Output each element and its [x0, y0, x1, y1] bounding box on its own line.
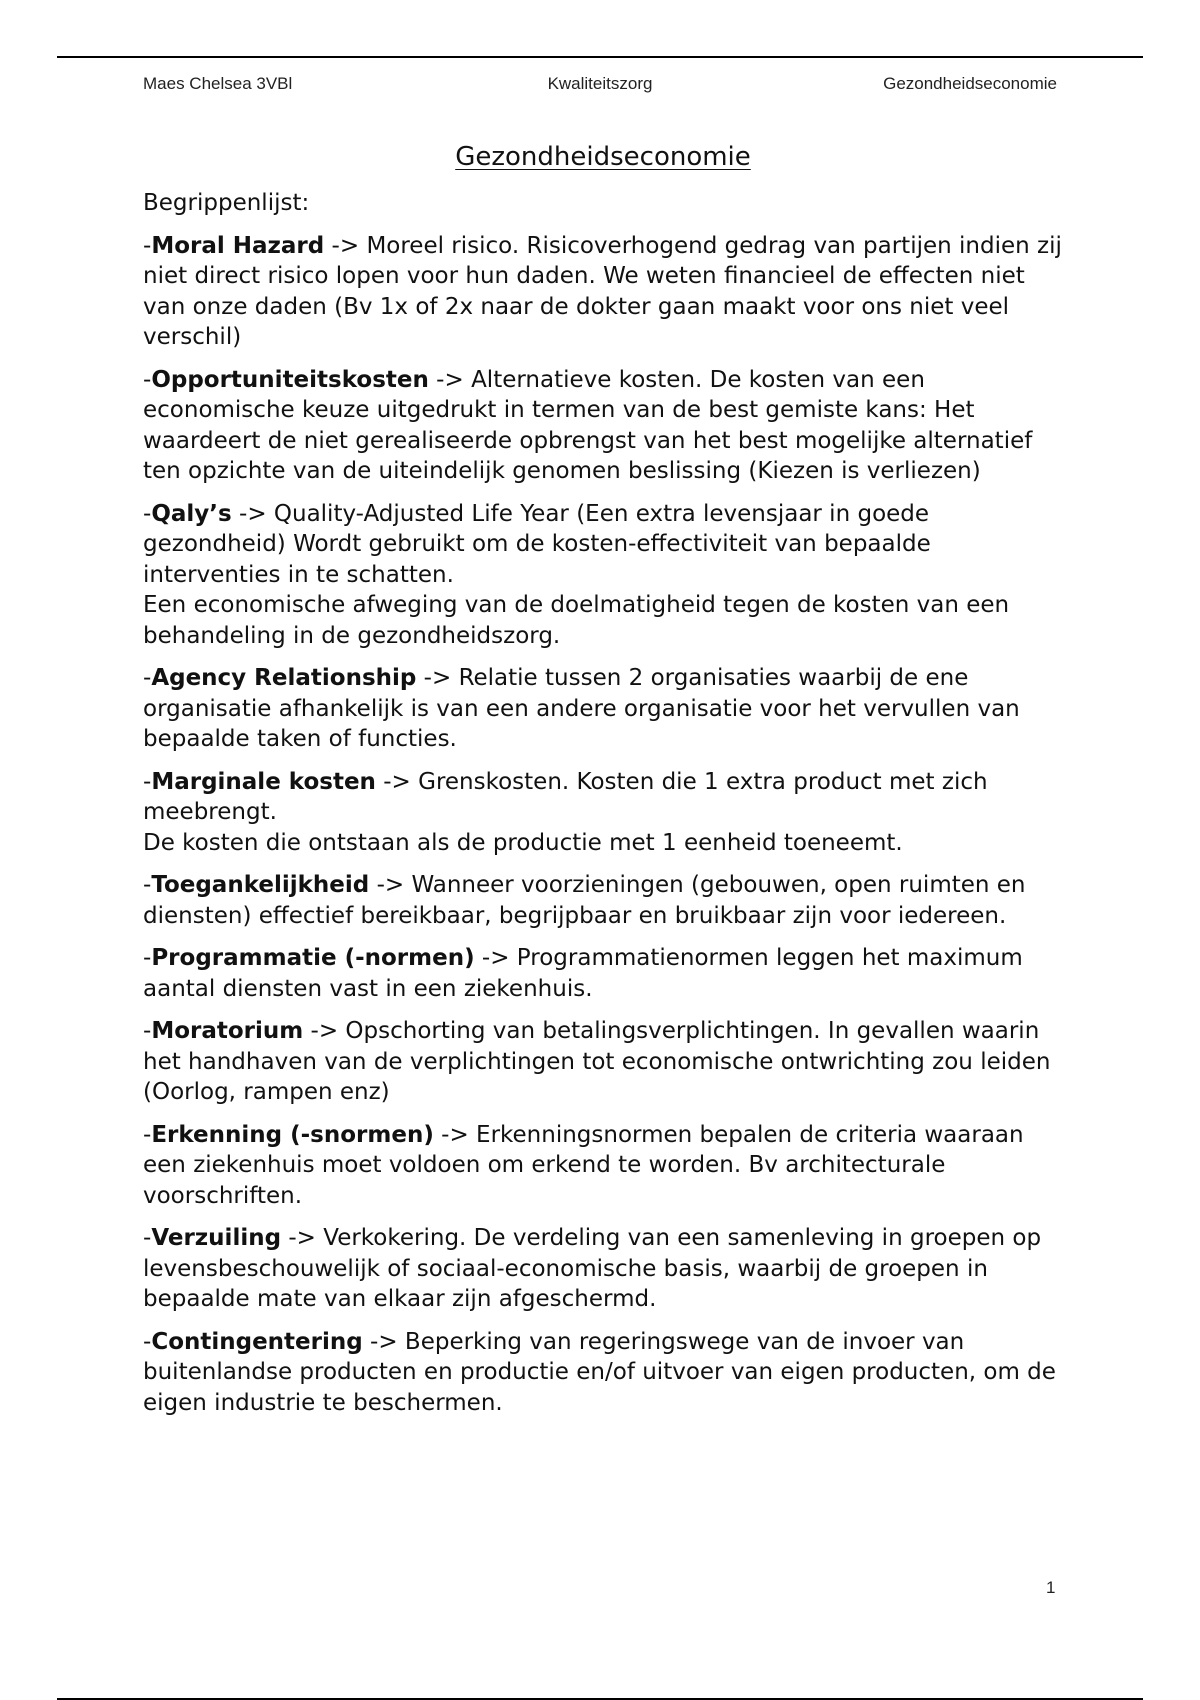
glossary-entry-verzuiling	[143, 1223, 1063, 1315]
glossary-entry-erkenning	[143, 1120, 1063, 1212]
entry-term: Verzuiling	[151, 1225, 282, 1251]
entry-term: Moratorium	[151, 1018, 304, 1044]
entry-prefix: -	[143, 665, 152, 691]
glossary-entry-toegankelijkheid	[143, 870, 1063, 931]
entry-definition: -> Alternatieve kosten. De kosten van een economische keuze uitgedrukt in termen van de best gemiste kans: Het waardeert de niet gerealiseerde opbrengst van het best mogelijke alternatief ten opzichte van de uiteindelijk genomen beslissing (Kiezen is verliezen)	[143, 366, 1033, 484]
entry-definition: -> Erkenningsnormen bepalen de criteria waaraan een ziekenhuis moet voldoen om erkend te worden. Bv architecturale voorschriften.	[143, 1121, 1024, 1209]
header-subject: Gezondheidseconomie	[883, 74, 1057, 93]
page-title: Gezondheidseconomie	[455, 142, 751, 172]
glossary-entry-marginale-kosten	[143, 767, 1063, 859]
entry-term: Qaly’s	[151, 500, 232, 527]
glossary-heading: Begrippenlijst:	[143, 190, 310, 216]
entry-prefix: -	[143, 366, 152, 393]
entry-definition: -> Opschorting van betalingsverplichtingen. In gevallen waarin het handhaven van de verplichtingen tot economische ontwrichting zou leiden (Oorlog, rampen enz)	[143, 1018, 1051, 1105]
header-rule	[57, 56, 1143, 58]
entry-term: Moral Hazard	[151, 232, 325, 259]
glossary-entry-programmatie	[143, 943, 1063, 1004]
entry-prefix: -	[143, 1225, 152, 1251]
entry-prefix: -	[143, 1018, 152, 1044]
glossary-entry-agency-relationship	[143, 663, 1063, 755]
entry-definition: -> Moreel risico. Risicoverhogend gedrag van partijen indien zij niet direct risico lopen voor hun daden. We weten financieel de effecten niet van onze daden (Bv 1x of 2x naar de dokter gaan maakt voor ons niet veel verschil)	[143, 232, 1062, 350]
entry-prefix: -	[143, 1328, 152, 1355]
page-number: 1	[1046, 1578, 1056, 1597]
entry-prefix: -	[143, 872, 152, 898]
entry-term: Toegankelijkheid	[151, 872, 370, 898]
entry-definition: -> Grenskosten. Kosten die 1 extra product met zich meebrengt.	[143, 768, 988, 825]
document-body	[143, 138, 1063, 1430]
glossary-entry-contingentering	[143, 1327, 1063, 1419]
header-course: Kwaliteitszorg	[547, 74, 653, 93]
entry-prefix: -	[143, 232, 152, 259]
entry-definition: -> Quality-Adjusted Life Year (Een extra levensjaar in goede gezondheid) Wordt gebruikt om de kosten-effectiviteit van bepaalde interventies in te schatten.	[143, 500, 931, 588]
entry-prefix: -	[143, 1121, 152, 1148]
entry-extra-definition: Een economische afweging van de doelmatigheid tegen de kosten van een behandeling in de gezondheidszorg.	[143, 592, 1010, 649]
entry-definition: -> Beperking van regeringswege van de invoer van buitenlandse producten en productie en/of uitvoer van eigen producten, om de eigen industrie te beschermen.	[143, 1328, 1056, 1416]
glossary-entry-moratorium	[143, 1016, 1063, 1108]
entry-extra-definition: De kosten die ontstaan als de productie met 1 eenheid toeneemt.	[143, 829, 903, 856]
entry-definition: -> Programmatienormen leggen het maximum aantal diensten vast in een ziekenhuis.	[143, 945, 1023, 1002]
header-author: Maes Chelsea 3VBl	[143, 74, 293, 93]
page-header	[143, 74, 1057, 98]
entry-term: Marginale kosten	[151, 768, 376, 795]
entry-term: Agency Relationship	[151, 665, 417, 691]
entry-definition: -> Wanneer voorzieningen (gebouwen, open ruimten en diensten) effectief bereikbaar, begrijpbaar en bruikbaar zijn voor iedereen.	[143, 872, 1026, 929]
entry-term: Contingentering	[151, 1328, 363, 1355]
entry-prefix: -	[143, 768, 152, 795]
entry-term: Opportuniteitskosten	[151, 366, 429, 393]
glossary-entry-opportuniteitskosten	[143, 365, 1063, 487]
entry-term: Programmatie (-normen)	[151, 945, 475, 971]
entry-term: Erkenning (-snormen)	[151, 1121, 434, 1148]
glossary-entry-moral-hazard	[143, 231, 1063, 353]
entry-definition: -> Relatie tussen 2 organisaties waarbij de ene organisatie afhankelijk is van een andere organisatie voor het vervullen van bepaalde taken of functies.	[143, 665, 1020, 752]
entry-definition: -> Verkokering. De verdeling van een samenleving in groepen op levensbeschouwelijk of sociaal-economische basis, waarbij de groepen in bepaalde mate van elkaar zijn afgeschermd.	[143, 1225, 1042, 1312]
entry-prefix: -	[143, 945, 152, 971]
entry-prefix: -	[143, 500, 152, 527]
glossary-entry-qalys	[143, 499, 1063, 652]
